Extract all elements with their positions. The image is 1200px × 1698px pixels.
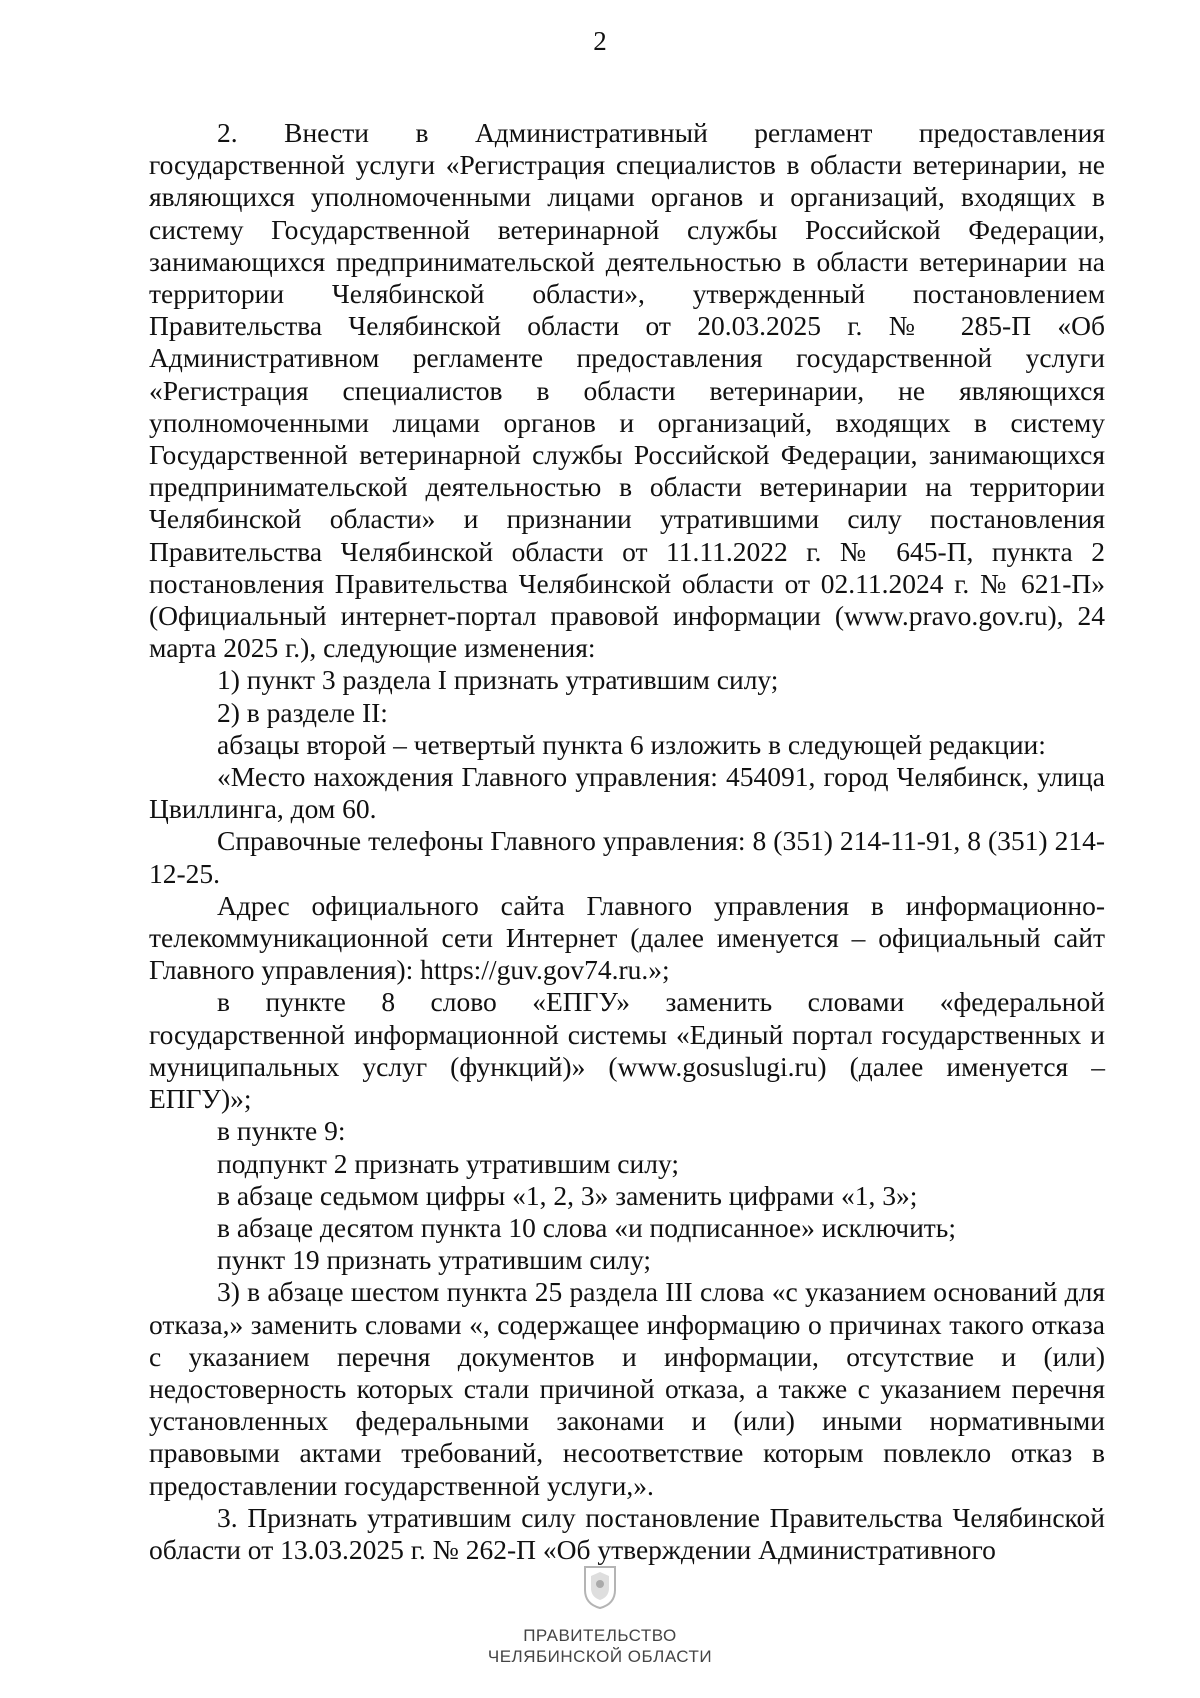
coat-of-arms-icon bbox=[582, 1564, 618, 1610]
document-body bbox=[149, 117, 1105, 1566]
paragraph-subitem-3: 3) в абзаце шестом пункта 25 раздела III слова «с указанием оснований для отказа,» заменить словами «, содержащее информацию о причинах такого отказа с указанием перечня документов и информации, отсутствие и (или) недостоверность которых стали причиной отказа, а также с указанием перечня установленных федеральными законами и (или) иными нормативными правовыми актами требований, несоответствие которым повлекло отказ в предоставлении государственной услуги,». bbox=[149, 1276, 1105, 1501]
paragraph-point-19: пункт 19 признать утратившим силу; bbox=[217, 1244, 652, 1276]
paragraph-item-3: 3. Признать утратившим силу постановление Правительства Челябинской области от 13.03.2025 г. № 262-П «Об утверждении Административного bbox=[149, 1501, 1105, 1565]
paragraph-seventh-abzac: в абзаце седьмом цифры «1, 2, 3» заменить цифрами «1, 3»; bbox=[217, 1179, 918, 1211]
paragraph-point-10: в абзаце десятом пункта 10 слова «и подписанное» исключить; bbox=[217, 1211, 956, 1243]
paragraph-location: «Место нахождения Главного управления: 454091, город Челябинск, улица Цвиллинга, дом 60. bbox=[149, 761, 1105, 825]
paragraph-website: Адрес официального сайта Главного управления в информационно-телекоммуникационной сети Интернет (далее именуется – официальный сайт Главного управления): https://guv.gov74.ru.»; bbox=[149, 889, 1105, 986]
paragraph-subitem-1: 1) пункт 3 раздела I признать утратившим силу; bbox=[217, 664, 779, 696]
government-seal bbox=[0, 1625, 1200, 1667]
paragraph-point-8: в пункте 8 слово «ЕПГУ» заменить словами «федеральной государственной информационной системы «Единый портал государственных и муниципальных услуг (функций)» (www.gosuslugi.ru) (далее именуется – ЕПГУ)»; bbox=[149, 986, 1105, 1115]
paragraph-point-9: в пункте 9: bbox=[217, 1115, 346, 1147]
paragraph-item-2: 2. Внести в Административный регламент предоставления государственной услуги «Регистрация специалистов в области ветеринарии, не являющихся уполномоченными лицами органов и организаций, входящих в систему Государственной ветеринарной службы Российской Федерации, занимающихся предпринимательской деятельностью в области ветеринарии на территории Челябинской области», утвержденный постановлением Правительства Челябинской области от 20.03.2025 г. № 285-П «Об Административном регламенте предоставления государственной услуги «Регистрация специалистов в области ветеринарии, не являющихся уполномоченными лицами органов и организаций, входящих в систему Государственной ветеринарной службы Российской Федерации, занимающихся предпринимательской деятельностью в области ветеринарии на территории Челябинской области» и признании утратившими силу постановления Правительства Челябинской области от 11.11.2022 г. № 645-П, пункта 2 постановления Правительства Челябинской области от 02.11.2024 г. № 621-П» (Официальный интернет-портал правовой информации (www.pravo.gov.ru), 24 марта 2025 г.), следующие изменения: bbox=[149, 117, 1105, 664]
page-number: 2 bbox=[593, 26, 607, 56]
seal-line-1: ПРАВИТЕЛЬСТВО bbox=[523, 1626, 677, 1645]
paragraph-subpoint-2: подпункт 2 признать утратившим силу; bbox=[217, 1147, 679, 1179]
paragraph-subitem-2: 2) в разделе II: bbox=[217, 696, 388, 728]
paragraph-phones: Справочные телефоны Главного управления: 8 (351) 214-11-91, 8 (351) 214-12-25. bbox=[149, 825, 1105, 889]
paragraph-point-6: абзацы второй – четвертый пункта 6 изложить в следующей редакции: bbox=[217, 728, 1046, 760]
seal-line-2: ЧЕЛЯБИНСКОЙ ОБЛАСТИ bbox=[487, 1647, 713, 1666]
